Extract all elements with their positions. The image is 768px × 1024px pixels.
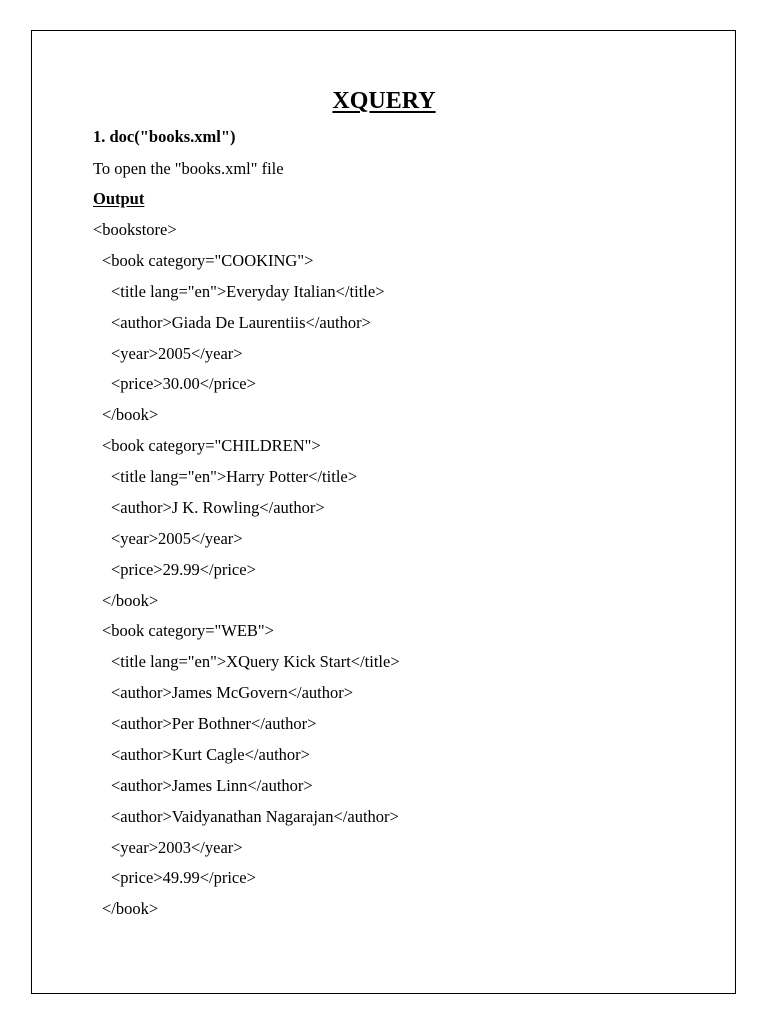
- xml-line: </book>: [102, 591, 159, 610]
- xml-line: <author>Per Bothner</author>: [111, 714, 317, 733]
- xml-line: <year>2005</year>: [111, 529, 243, 548]
- xml-line: <title lang="en">Everyday Italian</title>: [111, 282, 385, 301]
- section-description: To open the "books.xml" file: [93, 159, 284, 178]
- xml-line: <author>Kurt Cagle</author>: [111, 745, 310, 764]
- section-heading: 1. doc("books.xml"): [93, 127, 236, 146]
- xml-line: <author>James McGovern</author>: [111, 683, 354, 702]
- xml-line: <title lang="en">XQuery Kick Start</title>: [111, 652, 400, 671]
- xml-line: <bookstore>: [93, 220, 177, 239]
- xml-line: </book>: [102, 405, 159, 424]
- xml-line: <author>J K. Rowling</author>: [111, 498, 325, 517]
- output-label: Output: [93, 189, 145, 208]
- xml-line: <author>Vaidyanathan Nagarajan</author>: [111, 807, 399, 826]
- xml-line: <author>Giada De Laurentiis</author>: [111, 313, 371, 332]
- xml-line: <price>29.99</price>: [111, 560, 256, 579]
- document-title: XQUERY: [332, 88, 436, 114]
- xml-line: <price>49.99</price>: [111, 868, 256, 887]
- xml-line: <author>James Linn</author>: [111, 776, 313, 795]
- xml-line: </book>: [102, 899, 159, 918]
- xml-line: <book category="CHILDREN">: [102, 436, 321, 455]
- xml-line: <price>30.00</price>: [111, 374, 256, 393]
- xml-line: <book category="COOKING">: [102, 251, 314, 270]
- xml-line: <title lang="en">Harry Potter</title>: [111, 467, 358, 486]
- xml-line: <book category="WEB">: [102, 621, 274, 640]
- xml-line: <year>2003</year>: [111, 838, 243, 857]
- xml-line: <year>2005</year>: [111, 344, 243, 363]
